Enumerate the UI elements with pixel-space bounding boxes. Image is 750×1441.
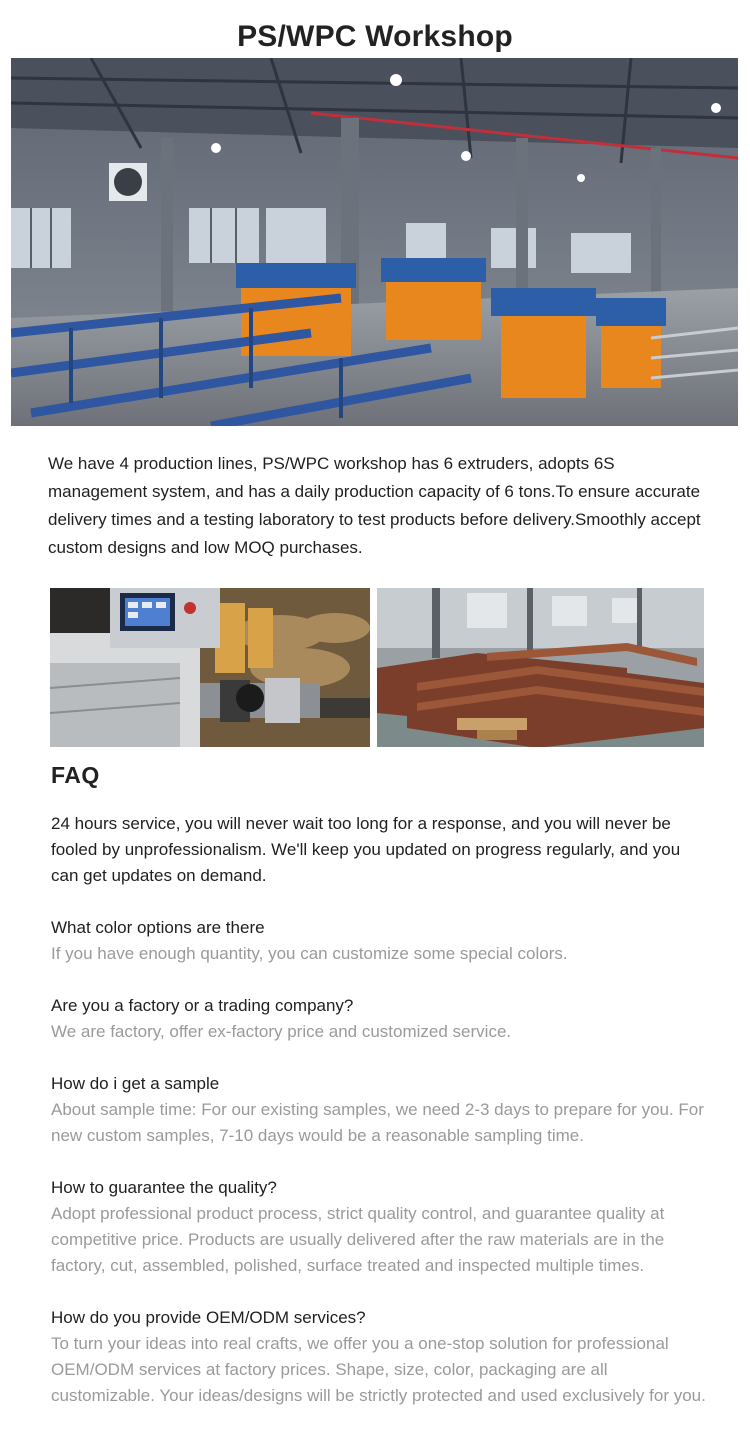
factory-workshop-photo [11,58,738,426]
faq-list [51,915,711,1435]
faq-answer: Adopt professional product process, strict quality control, and guarantee quality at competitive price. Products are usually delivered after the raw materials are in the factory, cut, assembled, polished, surface treated and inspected multiple times. [51,1204,665,1275]
extruder-machine-photo [50,588,370,747]
faq-item [51,915,711,967]
faq-question: How do i get a sample [51,1074,220,1093]
faq-answer: If you have enough quantity, you can customize some special colors. [51,944,568,963]
faq-item [51,1175,711,1279]
workshop-intro-text: We have 4 production lines, PS/WPC workshop has 6 extruders, adopts 6S management system, and has a daily production capacity of 6 tons.To ensure accurate delivery times and a testing laboratory to test products before delivery.Smoothly accept custom designs and low MOQ purchases. [48,454,701,557]
faq-answer: To turn your ideas into real crafts, we offer you a one-stop solution for professional OEM/ODM services at factory prices. Shape, size, color, packaging are all customizable. Your ideas/designs will be strictly protected and used exclusively for you. [51,1334,706,1405]
faq-question: How to guarantee the quality? [51,1178,277,1197]
faq-question: How do you provide OEM/ODM services? [51,1308,366,1327]
faq-answer: We are factory, offer ex-factory price and customized service. [51,1022,512,1041]
faq-heading: FAQ [51,762,100,788]
faq-item [51,1305,711,1409]
faq-intro-text: 24 hours service, you will never wait too long for a response, and you will never be fooled by unprofessionalism. We'll keep you updated on progress regularly, and you can get updates on demand. [51,814,681,885]
faq-question: What color options are there [51,918,265,937]
faq-answer: About sample time: For our existing samples, we need 2-3 days to prepare for you. For new custom samples, 7-10 days would be a reasonable sampling time. [51,1100,704,1145]
page-title: PS/WPC Workshop [237,20,513,54]
faq-question: Are you a factory or a trading company? [51,996,354,1015]
faq-item [51,1071,711,1149]
faq-item [51,993,711,1045]
wpc-profile-stock-photo [377,588,704,747]
